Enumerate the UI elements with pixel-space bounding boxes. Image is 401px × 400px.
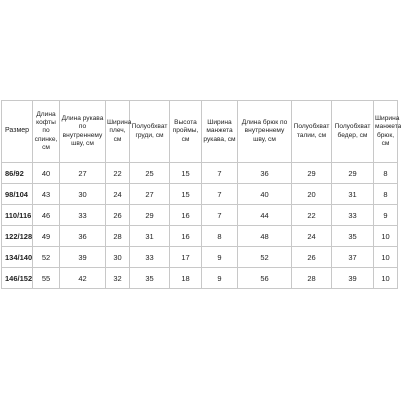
table-cell: 8 xyxy=(202,226,238,247)
table-cell: 28 xyxy=(106,226,130,247)
size-cell: 122/128 xyxy=(2,226,33,247)
table-cell: 17 xyxy=(170,247,202,268)
table-cell: 24 xyxy=(292,226,332,247)
table-cell: 18 xyxy=(170,268,202,289)
header-cell-half-waist: Полуобхват талии, см xyxy=(292,101,332,163)
table-body xyxy=(2,163,398,289)
header-cell-half-chest: Полуобхват груди, см xyxy=(130,101,170,163)
table-cell: 35 xyxy=(130,268,170,289)
table-cell: 26 xyxy=(292,247,332,268)
table-row xyxy=(2,184,398,205)
table-cell: 52 xyxy=(238,247,292,268)
header-cell-jacket-length: Длина кофты по спинке, см xyxy=(33,101,60,163)
table-cell: 31 xyxy=(332,184,374,205)
table-cell: 39 xyxy=(60,247,106,268)
table-cell: 9 xyxy=(202,247,238,268)
header-cell-sleeve-length: Длина рукава по внутреннему шву, см xyxy=(60,101,106,163)
table-cell: 31 xyxy=(130,226,170,247)
table-cell: 15 xyxy=(170,184,202,205)
table-cell: 22 xyxy=(106,163,130,184)
table-cell: 33 xyxy=(60,205,106,226)
table-cell: 25 xyxy=(130,163,170,184)
table-cell: 10 xyxy=(374,268,398,289)
table-cell: 48 xyxy=(238,226,292,247)
table-row xyxy=(2,268,398,289)
table-cell: 7 xyxy=(202,163,238,184)
table-cell: 10 xyxy=(374,247,398,268)
size-cell: 146/152 xyxy=(2,268,33,289)
table-cell: 7 xyxy=(202,184,238,205)
table-cell: 27 xyxy=(130,184,170,205)
table-cell: 46 xyxy=(33,205,60,226)
table-cell: 32 xyxy=(106,268,130,289)
size-chart-table xyxy=(1,100,401,289)
table-cell: 29 xyxy=(332,163,374,184)
table-cell: 49 xyxy=(33,226,60,247)
table-cell: 40 xyxy=(33,163,60,184)
header-cell-pants-cuff-width: Ширина манжета брюк, см xyxy=(374,101,398,163)
header-row xyxy=(2,101,398,163)
table-row xyxy=(2,205,398,226)
size-cell: 110/116 xyxy=(2,205,33,226)
table-cell: 39 xyxy=(332,268,374,289)
table-cell: 42 xyxy=(60,268,106,289)
table-cell: 27 xyxy=(60,163,106,184)
table-cell: 52 xyxy=(33,247,60,268)
table-cell: 16 xyxy=(170,205,202,226)
table-cell: 30 xyxy=(106,247,130,268)
table-cell: 55 xyxy=(33,268,60,289)
table-cell: 20 xyxy=(292,184,332,205)
table-cell: 44 xyxy=(238,205,292,226)
table-cell: 16 xyxy=(170,226,202,247)
table-cell: 36 xyxy=(238,163,292,184)
table-cell: 26 xyxy=(106,205,130,226)
table-cell: 35 xyxy=(332,226,374,247)
size-cell: 98/104 xyxy=(2,184,33,205)
header-cell-pants-inseam: Длина брюк по внутреннему шву, см xyxy=(238,101,292,163)
table-cell: 33 xyxy=(332,205,374,226)
size-cell: 86/92 xyxy=(2,163,33,184)
table-cell: 24 xyxy=(106,184,130,205)
table-row xyxy=(2,226,398,247)
table-cell: 29 xyxy=(130,205,170,226)
table-cell: 28 xyxy=(292,268,332,289)
header-cell-half-hips: Полуобхват бедер, см xyxy=(332,101,374,163)
table-cell: 15 xyxy=(170,163,202,184)
table-cell: 9 xyxy=(202,268,238,289)
table-row xyxy=(2,163,398,184)
header-cell-shoulder-width: Ширина плеч, см xyxy=(106,101,130,163)
header-cell-armhole-height: Высота проймы, см xyxy=(170,101,202,163)
table-cell: 30 xyxy=(60,184,106,205)
table-cell: 40 xyxy=(238,184,292,205)
table-cell: 22 xyxy=(292,205,332,226)
table-cell: 33 xyxy=(130,247,170,268)
header-cell-size: Размер xyxy=(2,101,33,163)
table-header xyxy=(2,101,401,163)
table-row xyxy=(2,247,398,268)
table-cell: 7 xyxy=(202,205,238,226)
table-cell: 9 xyxy=(374,205,398,226)
table-cell: 29 xyxy=(292,163,332,184)
table-cell: 8 xyxy=(374,184,398,205)
table-cell: 37 xyxy=(332,247,374,268)
table-cell: 8 xyxy=(374,163,398,184)
table-cell: 10 xyxy=(374,226,398,247)
table-cell: 43 xyxy=(33,184,60,205)
size-cell: 134/140 xyxy=(2,247,33,268)
table-cell: 36 xyxy=(60,226,106,247)
header-cell-sleeve-cuff-width: Ширина манжета рукава, см xyxy=(202,101,238,163)
table-cell: 56 xyxy=(238,268,292,289)
